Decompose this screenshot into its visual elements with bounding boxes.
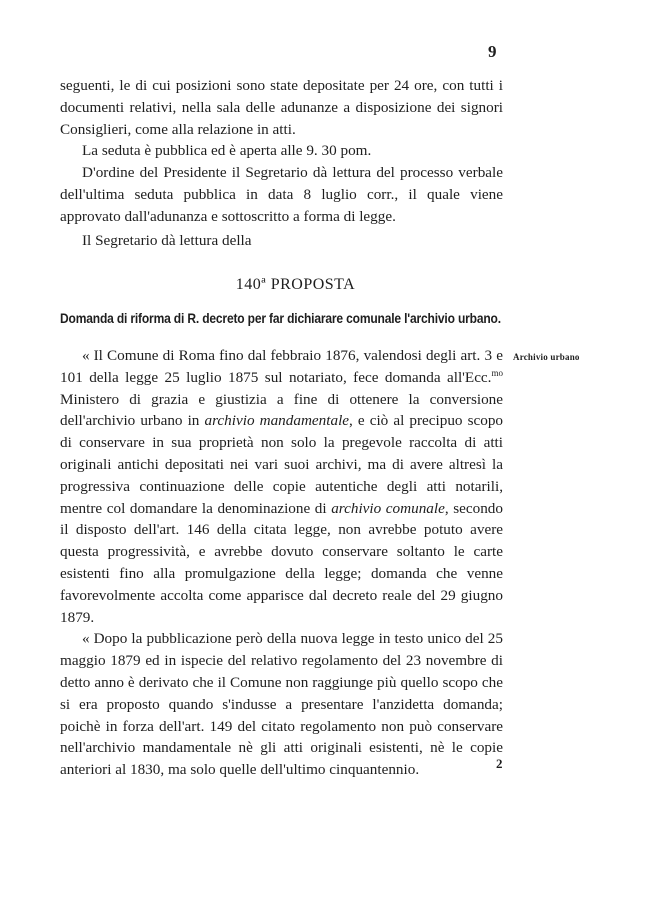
intro-paragraph: La seduta è pubblica ed è aperta alle 9. 30 pom.	[82, 142, 372, 160]
superscript: mo	[491, 367, 503, 378]
signature-mark: 2	[496, 756, 503, 771]
proposal-body	[60, 345, 503, 781]
intro-paragraph: seguenti, le di cui posizioni sono state depositate per 24 ore, con tutti i documenti relativi, nella sala delle adunanze a disposizione dei signori Consiglieri, come alla relazione in atti.	[60, 77, 503, 138]
body-text: Ministero di grazia e giustizia a fine di ottenere la conversione dell'archivio urbano in	[60, 390, 503, 430]
body-text: Il Comune di Roma fino dal febbraio 1876, valendosi degli art. 3 e 101 della legge 25 luglio 1875 sul notariato, fece domanda all'Ecc.	[60, 347, 503, 386]
quote-mark: «	[82, 630, 90, 648]
quote-mark: «	[82, 347, 90, 364]
body-paragraph	[60, 345, 503, 628]
body-paragraph	[60, 628, 503, 781]
italic-term: archivio comunale	[331, 499, 445, 517]
proposal-title-text: 140ª PROPOSTA	[235, 276, 356, 293]
intro-text	[60, 75, 503, 228]
body-text: Dopo la pubblicazione però della nuova legge in testo unico del 25 maggio 1879 ed in ispecie del relativo regolamento del 23 novembre di detto anno è derivato che il Comune non raggiunge più quello scopo che si era proposto quando s'indusse a presentare l'anzidetta domanda; poichè in forza dell'art. 149 del citato regolamento non può conservare nell'archivio mandamentale nè gli atti originali esistenti, nè le copie anteriori al 1830, ma solo quelle dell'ultimo cinquantennio.	[60, 630, 503, 779]
margin-note: Archivio urbano	[513, 352, 580, 362]
proposal-subject: Domanda di riforma di R. decreto per far dichiarare comunale l'archivio urbano.	[60, 310, 501, 326]
page-number: 9	[488, 42, 497, 61]
proposal-title	[0, 276, 661, 294]
body-text: , secondo il disposto dell'art. 146 della citata legge, non avrebbe potuto avere questa progressività, e avrebbe dovuto conservare soltanto le carte esistenti fino alla promulgazione della legge; domanda che venne favorevolmente accolta come apparisce dal decreto reale del 29 giugno 1879.	[60, 499, 503, 626]
announcement-line: Il Segretario dà lettura della	[82, 232, 252, 249]
italic-term: archivio mandamentale	[204, 412, 350, 430]
intro-paragraph: D'ordine del Presidente il Segretario dà lettura del processo verbale dell'ultima seduta pubblica in data 8 luglio corr., il quale viene approvato dall'adunanza e sottoscritto a forma di legge.	[60, 164, 503, 225]
body-text: , e ciò al precipuo scopo di conservare in sua proprietà non solo la pregevole raccolta di atti originali antichi depositati nei vari suoi archivi, ma di avere altresì la progressiva continuazione delle copie autentiche degli atti notarili, mentre col domandare la denominazione di	[60, 412, 504, 517]
